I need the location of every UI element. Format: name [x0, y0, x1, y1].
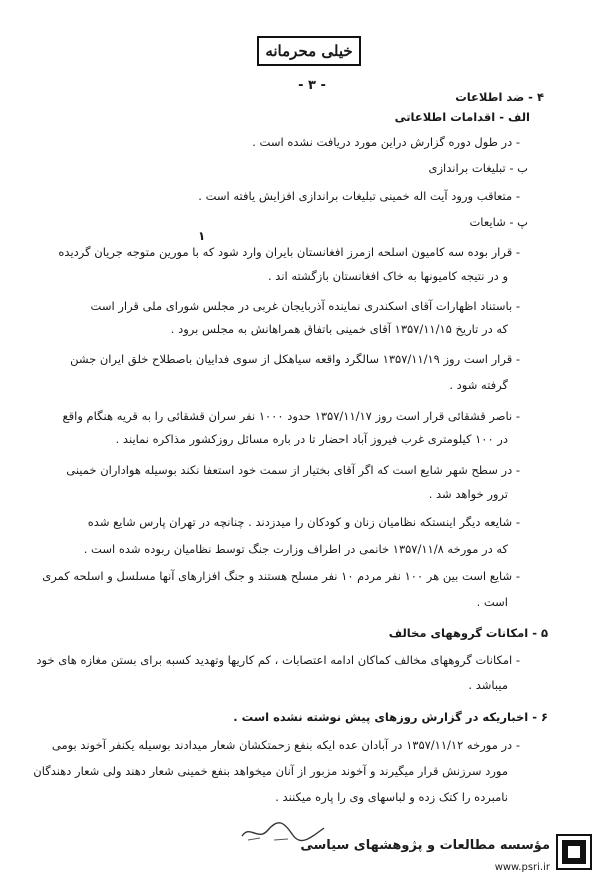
text-line: ترور خواهد شد . [428, 487, 508, 501]
text-line: - شایع است بین هر ۱۰۰ نفر مردم ۱۰ نفر مسلح هستند و جنگ افزارهای آنها مسلسل و اسلحه کمری [42, 569, 520, 583]
text-line: - در مورخه ۱۳۵۷/۱۱/۱۲ در آبادان عده ایکه بنفع زحمتکشان شعار میدادند بوسیله یکنفر آخوند بومی [51, 738, 520, 752]
text-line: - باستناد اظهارات آقای اسکندری نماینده آذربایجان غربی در مجلس شورای ملی قرار است [90, 299, 520, 313]
text-line: - قرار است روز ۱۳۵۷/۱۱/۱۹ سالگرد واقعه سیاهکل از سوی فداییان باصطلاح خلق ایران جشن [70, 352, 520, 366]
classification-stamp: خیلی محرمانه [257, 36, 361, 66]
section-heading: ۵ - امکانات گروههای مخالف [388, 626, 548, 640]
text-line: در ۱۰۰ کیلومتری غرب فیروز آباد احضار تا در باره مسائل روزکشور مذاکره نمایند . [115, 432, 508, 446]
subsection-heading: ب - تبلیغات براندازی [428, 161, 528, 175]
text-line: - در سطح شهر شایع است که اگر آقای بختیار از سمت خود استعفا نکند بوسیله هواداران خمینی [66, 463, 520, 477]
subsection-heading: الف - اقدامات اطلاعاتی [394, 110, 530, 124]
text-line: که در تاریخ ۱۳۵۷/۱۱/۱۵ آقای خمینی باتفاق همراهانش به مجلس برود . [170, 322, 508, 336]
text-line: که در مورخه ۱۳۵۷/۱۱/۸ خانمی در اطراف وزارت جنگ توسط نظامیان ربوده شده است . [83, 542, 508, 556]
text-line: - متعاقب ورود آیت اله خمینی تبلیغات براندازی افزایش یافته است . [198, 189, 520, 203]
institute-logo-icon [556, 834, 592, 870]
text-line: - امکانات گروههای مخالف کماکان ادامه اعتصابات ، کم کاریها وتهدید کسبه برای بستن مغازه های خود [36, 653, 520, 667]
section-heading: ۴ - ضد اطلاعات [455, 90, 544, 104]
subsection-heading: پ - شایعات [469, 215, 528, 229]
text-line: - قرار بوده سه کامیون اسلحه ازمرز افغانستان بایران وارد شود که با مورین متوجه جریان گردیده [58, 245, 520, 259]
text-line: گرفته شود . [449, 378, 508, 392]
text-line: - شایعه دیگر اینستکه نظامیان زنان و کودکان را میدزدند . چنانچه در تهران پارس شایع شده [87, 515, 520, 529]
text-line: نامبرده را کتک زده و لباسهای وی را پاره میکنند . [275, 790, 508, 804]
page-number: - ۳ - [298, 78, 326, 93]
text-line: مورد سرزنش قرار میگیرند و آخوند مزبور از آنان میخواهد بنفع خمینی شعار دهند ولی شعار دهندگان [33, 764, 508, 778]
text-line: است . [476, 595, 508, 609]
text-line: - در طول دوره گزارش دراین مورد دریافت نشده است . [252, 135, 520, 149]
side-mark: ۱ [198, 229, 206, 243]
text-line: و در نتیجه کامیونها به خاک افغانستان بازگشته اند . [267, 269, 508, 283]
watermark-institute-name: مؤسسه مطالعات و پژوهشهای سیاسی [300, 838, 550, 853]
watermark [300, 820, 550, 884]
watermark-url: www.psri.ir [494, 862, 550, 873]
section-heading: ۶ - اخباریکه در گزارش روزهای پیش نوشته نشده است . [233, 710, 548, 724]
text-line: - ناصر قشقائی قرار است روز ۱۳۵۷/۱۱/۱۷ حدود ۱۰۰۰ نفر سران قشقائی را به قریه هنگام واقع [62, 409, 520, 423]
text-line: میباشد . [468, 678, 508, 692]
